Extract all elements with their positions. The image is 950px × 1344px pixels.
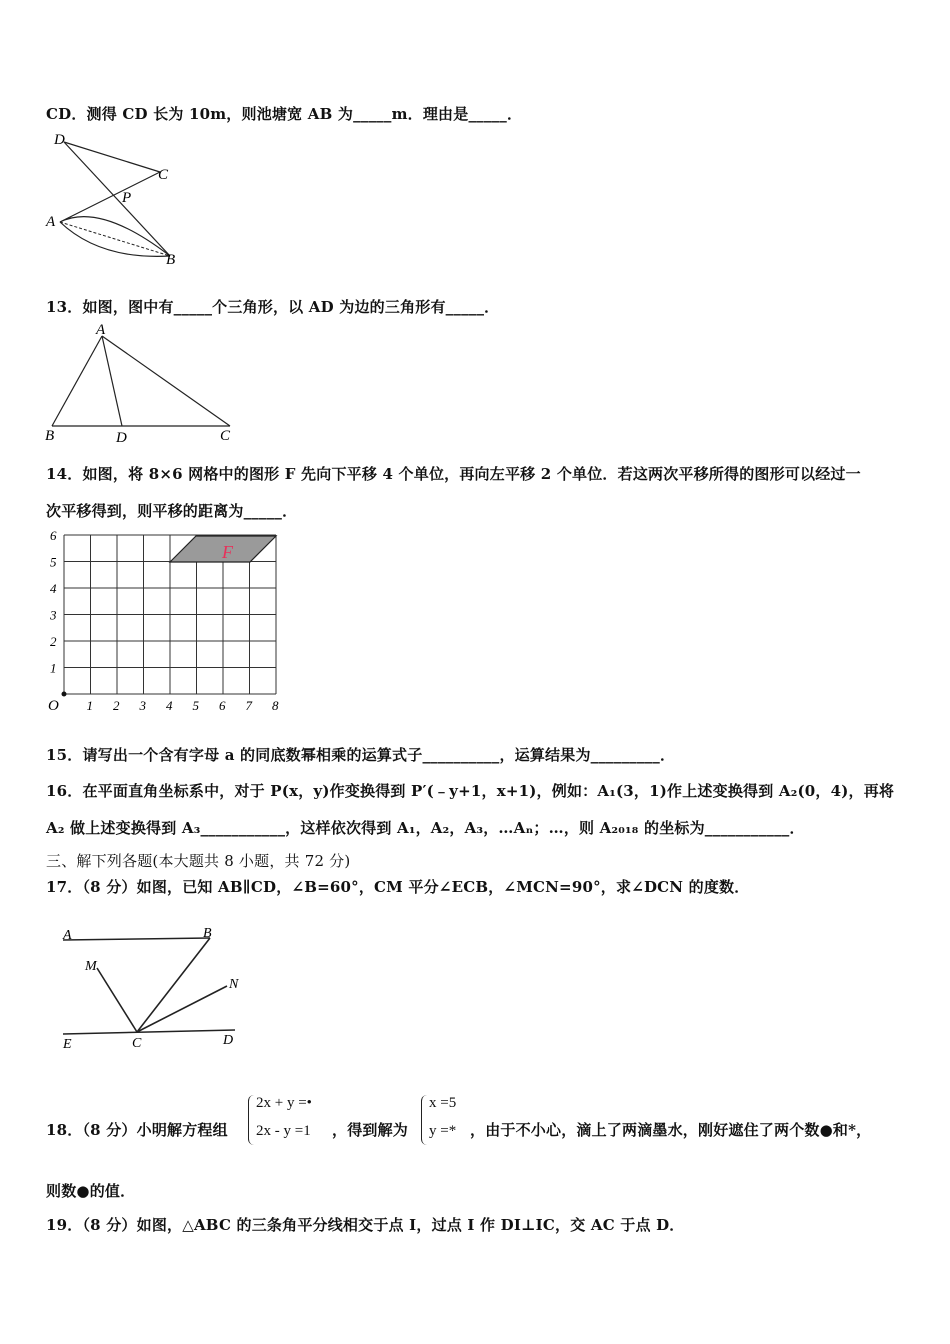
label-b: B [166,252,176,268]
system1-brace [248,1095,255,1145]
label-d: D [116,430,127,446]
system2-eq1: x =5 [429,1095,457,1111]
ray-cb [137,938,210,1032]
origin-dot [62,692,67,697]
x-axis-ticks [87,698,280,713]
ray-cm [97,968,137,1032]
x-tick-label: 2 [113,698,120,713]
q18-text-pre: 18．（8 分）小明解方程组 [46,1121,228,1139]
ray-cn [137,986,227,1032]
x-tick-label: 5 [192,698,199,713]
origin-label: O [48,698,59,714]
x-tick-label: 8 [272,698,279,713]
line-ac [60,172,160,222]
q13-text: 13．如图，图中有_____个三角形，以 AD 为边的三角形有_____． [46,298,500,316]
figure-14-grid [40,528,290,718]
q16-text-a: 16．在平面直角坐标系中，对于 P(x，y)作变换得到 P′(﹣y+1，x+1)，例如：A₁(3，1)作上述变换得到 A₂(0，4)，再将 [46,782,895,800]
segment-ad [102,336,122,426]
q19-text: 19．（8 分）如图，△ABC 的三条角平分线相交于点 I，过点 I 作 DI⊥IC，交 AC 于点 D． [46,1216,685,1234]
q18-text-mid: ，得到解为 [332,1121,409,1139]
pond-upper-curve [60,217,170,256]
x-tick-label: 4 [166,698,173,713]
label-m: M [85,959,97,974]
q15-text: 15．请写出一个含有字母 a 的同底数幂相乘的运算式子__________，运算结果为_________． [46,746,676,764]
label-p: P [122,190,132,206]
y-tick-label: 3 [50,607,57,623]
label-a: A [46,214,56,230]
y-tick-label: 4 [50,581,57,596]
segment-ac [102,336,230,426]
y-tick-label: 2 [50,634,57,649]
figure-12 [40,130,190,270]
y-tick-label: 1 [50,660,57,676]
label-e: E [63,1037,72,1052]
q18-text-b: 则数●的值． [46,1182,136,1200]
label-n: N [229,977,239,992]
y-tick-label: 6 [50,528,57,543]
system1-eq1: 2x + y =• [256,1095,312,1111]
system2-eq2: y =* [429,1123,457,1139]
q14-text-a: 14．如图，将 8×6 网格中的图形 F 先向下平移 4 个单位，再向左平移 2 个单位．若这两次平移所得的图形可以经过一 [46,465,861,483]
label-c: C [132,1036,142,1051]
segment-ab [52,336,102,426]
q16-text-b: A₂ 做上述变换得到 A₃___________，这样依次得到 A₁，A₂，A₃，…Aₙ；…，则 A₂₀₁₈ 的坐标为___________． [46,819,805,837]
x-tick-label: 6 [219,698,226,713]
y-tick-label: 5 [50,554,57,570]
shape-f-label: F [222,542,233,562]
x-tick-label: 1 [86,698,93,713]
x-tick-label: 3 [139,698,146,713]
figure-17 [55,920,255,1055]
system2-brace [421,1095,428,1145]
x-tick-label: 7 [245,698,252,713]
label-c: C [220,428,231,444]
label-a: A [63,928,72,943]
figure-13 [40,322,240,447]
label-c: C [158,167,169,183]
label-b: B [45,428,55,444]
q18-text-post: ，由于不小心，滴上了两滴墨水，刚好遮住了两个数●和*， [470,1121,872,1139]
label-d: D [223,1033,234,1048]
y-axis-ticks [49,528,57,676]
q17-text: 17．（8 分）如图，已知 AB∥CD，∠B=60°，CM 平分∠ECB，∠MCN=90°，求∠DCN 的度数． [46,878,750,896]
label-a: A [96,322,106,338]
system1-eq2: 2x - y =1 [256,1123,311,1139]
section-3-heading: 三、解下列各题(本大题共 8 小题，共 72 分) [46,852,351,870]
q12-text: CD．测得 CD 长为 10m，则池塘宽 AB 为_____m．理由是_____． [46,105,523,123]
label-d: D [54,132,65,148]
label-b: B [203,926,212,941]
line-ed [63,1030,235,1034]
q14-text-b: 次平移得到，则平移的距离为_____． [46,502,298,520]
line-ab [63,938,210,940]
